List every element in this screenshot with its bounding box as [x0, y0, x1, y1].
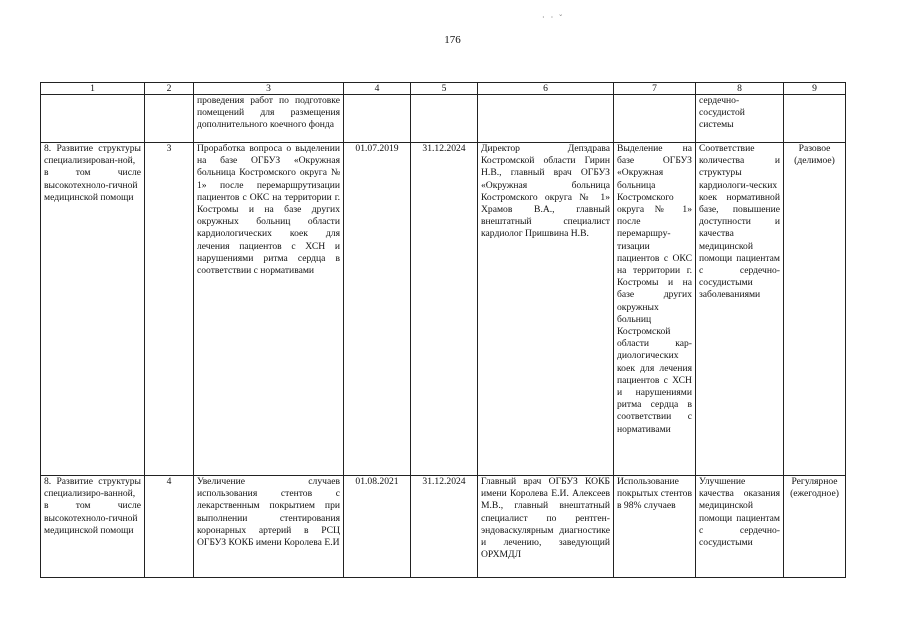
start-date-cell: 01.08.2021: [344, 476, 411, 578]
column-number: 3: [194, 83, 344, 95]
measure-cell: проведения работ по подготовке помещений для размещения дополнительного коечного фонда: [194, 95, 344, 143]
end-date-cell: 31.12.2024: [411, 143, 478, 476]
result-cell: [614, 95, 696, 143]
column-number: 2: [145, 83, 194, 95]
table-row: [41, 476, 846, 578]
result-cell: Использование покрытых стентов в 98% случаев: [614, 476, 696, 578]
measure-cell: Проработка вопроса о выделении на базе ОГБУЗ «Окружная больница Костромского округа № 1» после перемаршрутизации пациентов с ОКС на территории г. Костромы и на базе других окружных больниц области кардиологических коек для лечения пациентов с ХСН и нарушениями ритма сердца в соответствии с нормативами: [194, 143, 344, 476]
direction-cell: 8. Развитие структуры специализиро-ванной, в том числе высокотехноло-гичной медицинской помощи: [41, 476, 145, 578]
column-number: 4: [344, 83, 411, 95]
indicator-cell: Соответствие количества и структуры кардиологи-ческих коек нормативной базе, повышение доступности и качества медицинской помощи пациентам с сердечно-сосудистыми заболеваниями: [696, 143, 784, 476]
responsible-cell: Главный врач ОГБУЗ КОКБ имени Королева Е.И. Алексеев М.В., главный внештатный специалист по рентген-эндоваскулярным диагностике и лечению, заведующий ОРХМДЛ: [478, 476, 614, 578]
responsible-cell: Директор Депздрава Костромской области Гирин Н.В., главный врач ОГБУЗ «Окружная больница Костромского округа № 1» Храмов В.А., главный внештатный специалист кардиолог Пришвина Н.В.: [478, 143, 614, 476]
column-number: 8: [696, 83, 784, 95]
frequency-cell: Регулярное (ежегодное): [784, 476, 846, 578]
column-number-row: [41, 83, 846, 95]
measure-cell: Увеличение случаев использования стентов с лекарственным покрытием при выполнении стентирования коронарных артерий в РСЦ ОГБУЗ КОКБ имени Королева Е.И: [194, 476, 344, 578]
page-number: 176: [444, 34, 461, 46]
item-number-cell: 4: [145, 476, 194, 578]
indicator-cell: сердечно- сосудистой системы: [696, 95, 784, 143]
table-row: [41, 143, 846, 476]
action-plan-table: [40, 82, 846, 578]
item-number-cell: [145, 95, 194, 143]
column-number: 6: [478, 83, 614, 95]
start-date-cell: [344, 95, 411, 143]
column-number: 5: [411, 83, 478, 95]
direction-cell: [41, 95, 145, 143]
frequency-cell: Разовое (делимое): [784, 143, 846, 476]
column-number: 7: [614, 83, 696, 95]
scan-artifact-marks: · · ˘: [542, 13, 564, 22]
end-date-cell: 31.12.2024: [411, 476, 478, 578]
direction-cell: 8. Развитие структуры специализирован-ной, в том числе высокотехноло-гичной медицинской помощи: [41, 143, 145, 476]
result-cell: Выделение на базе ОГБУЗ «Окружная больница Костромского округа № 1» после перемаршру-тизации пациентов с ОКС на территории г. Костромы и на базе других окружных больниц Костромской области кар-диологических коек для лечения пациентов с ХСН и нарушениями ритма сердца в соответствии с нормативами: [614, 143, 696, 476]
frequency-cell: [784, 95, 846, 143]
item-number-cell: 3: [145, 143, 194, 476]
responsible-cell: [478, 95, 614, 143]
column-number: 9: [784, 83, 846, 95]
indicator-cell: Улучшение качества оказания медицинской помощи пациентам с сердечно-сосудистыми: [696, 476, 784, 578]
table-row: [41, 95, 846, 143]
start-date-cell: 01.07.2019: [344, 143, 411, 476]
column-number: 1: [41, 83, 145, 95]
end-date-cell: [411, 95, 478, 143]
